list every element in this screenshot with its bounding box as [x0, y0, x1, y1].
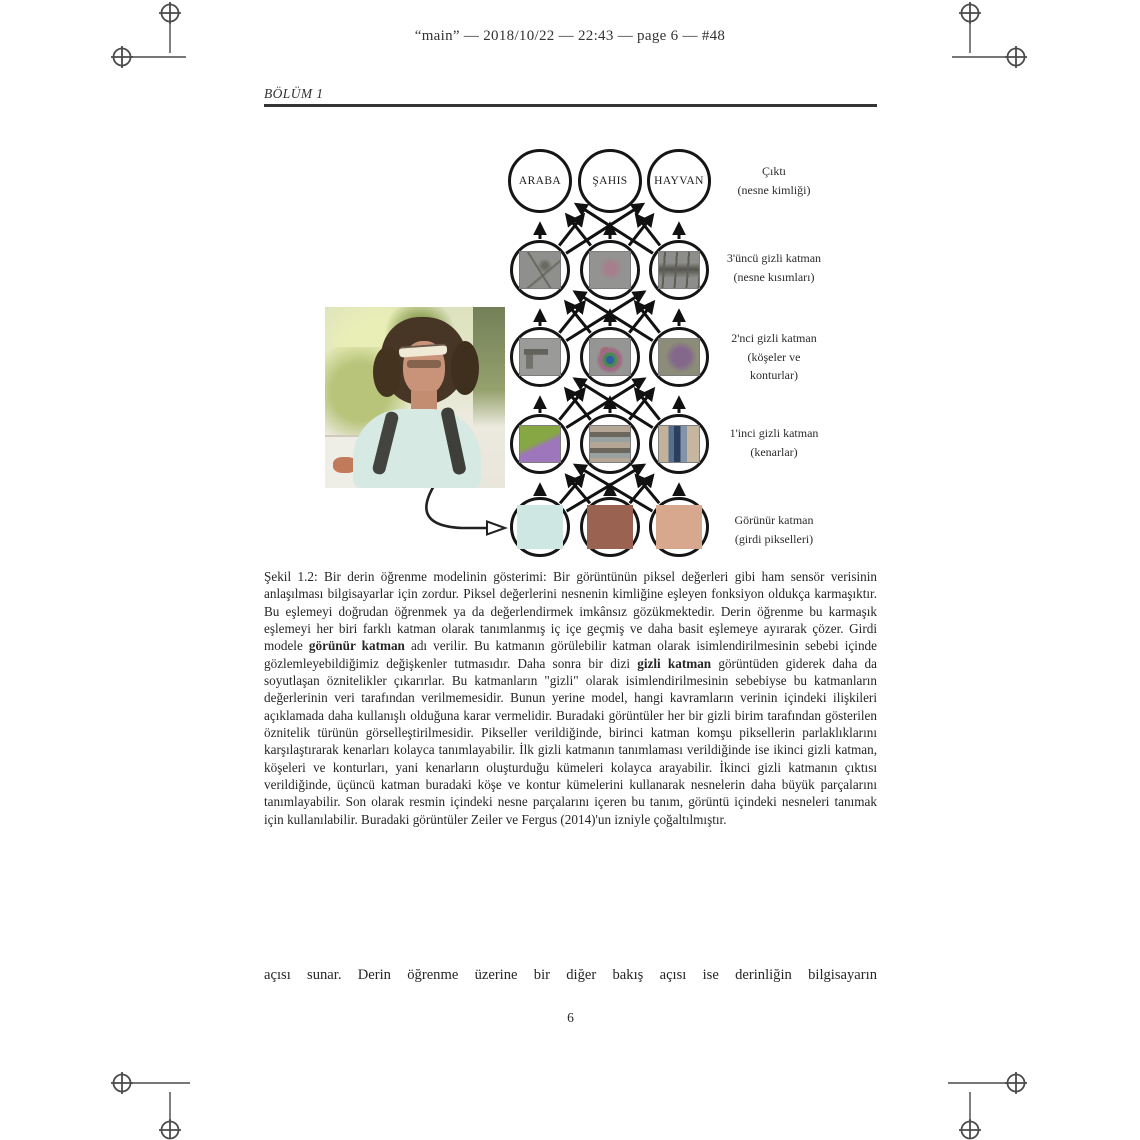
visible-node-1 — [510, 497, 570, 557]
connection-arrow — [566, 302, 591, 333]
layer-label-hidden1: 1'inci gizli katman (kenarlar) — [729, 426, 819, 459]
edge-thumbnail — [519, 425, 561, 463]
caption-text-run: adı verilir. Bu katmanın görülebilir katman olarak isimlendirilmesinin sebebi içinde gözlemleyebildiğimiz değişkenler tutmasıdır. Daha sonra bir dizi — [264, 638, 877, 671]
caption-text-run: Şekil 1.2: Bir derin öğrenme modelinin gösterimi: Bir görüntünün piksel değerleri gibi ham sensör verisinin anlaşılması bilgisayarlar için zordur. Piksel değerlerini nesnenin kimliğine eşleyen fonksiyon oldukça karmaşıktır. Bu eşlemeyi doğrudan öğrenmek ya da değerlendirmek imkânsız gözükmektedir. Derin öğrenme bu karmaşık eşlemeyi her biri farklı katman olarak tanımlanmış iç içe geçmiş ve daha basit eşlemeye ayırarak çözer. Girdi modele — [264, 569, 877, 654]
hidden3-node-2 — [580, 240, 640, 300]
hidden3-node-1 — [510, 240, 570, 300]
layer-label-visible: Görünür katman (girdi pikselleri) — [734, 513, 814, 546]
input-pixels-swatch — [517, 505, 563, 549]
photo-hair — [373, 347, 401, 397]
output-node-araba — [508, 149, 572, 213]
photo-sunglasses — [407, 360, 441, 368]
figure-caption — [264, 568, 877, 828]
corner-contour-thumbnail — [519, 338, 561, 376]
body-paragraph: açısı sunar. Derin öğrenme üzerine bir diğer bakış açısı ise derinliğin bilgisayarın — [264, 967, 877, 983]
output-node-label: HAYVAN — [654, 175, 704, 187]
object-part-thumbnail — [519, 251, 561, 289]
output-node-label: ŞAHIS — [592, 175, 628, 187]
layer-label-output: Çıktı (nesne kimliği) — [737, 164, 811, 197]
layer-label-hidden3: 3'üncü gizli katman (nesne kısımları) — [726, 251, 822, 284]
hidden1-node-2 — [580, 414, 640, 474]
connection-arrow — [566, 389, 591, 420]
photo-to-input-arrow — [426, 481, 486, 528]
hidden2-node-1 — [510, 327, 570, 387]
open-arrowhead-icon — [487, 522, 505, 535]
page-number: 6 — [567, 1010, 574, 1025]
running-header: “main” — 2018/10/22 — 22:43 — page 6 — #48 — [414, 28, 726, 44]
photo-hair — [451, 341, 479, 395]
visible-node-2 — [580, 497, 640, 557]
caption-text-run: görüntüden giderek daha da soyutlaşan öznitelikler çıkarırlar. Bu katmanların "gizli" olarak isimlendirilmesinin sebebiyse bu katmanların değerlerinin veri tarafından verilmemesidir. Bunun yerine model, hangi kavramların verinin içindeki ilişkileri açıklamada daha kullanışlı olduğuna karar vermelidir. Buradaki görüntüler her bir gizli birim tarafından gösterilen öznitelik türünün görselleştirilmesidir. Pikseller verildiğinde, birinci katman komşu piksellerin parlaklıklarını karşılaştırarak kenarları kolayca tanımlayabilir. İlk gizli katmanın tanımlaması verildiğinde ise ikinci gizli katman, köşeleri ve konturları, yani kenarların oluşturduğu kümeleri kolayca arayabilir. İkinci gizli katmanın çıktısı verildiğinde, üçüncü katman buradaki köşe ve kontur kümelerini kullanarak nesnelerin daha büyük parçalarını tanımlayabilir. Son olarak resmin içindeki nesne parçalarını içeren bu tanım, görüntü içindeki nesneleri tanımak için kullanılabilir. Buradaki görüntüler Zeiler ve Fergus (2014)'un izniyle çoğaltılmıştır. — [264, 655, 878, 827]
hidden2-node-2 — [580, 327, 640, 387]
object-part-thumbnail — [589, 251, 631, 289]
output-node-label: ARABA — [518, 175, 562, 187]
caption-bold-term: gizli katman — [637, 655, 712, 671]
connection-arrow — [559, 302, 584, 333]
input-pixels-swatch — [587, 505, 633, 549]
input-photo-woman — [325, 307, 505, 488]
connection-arrow — [636, 302, 660, 333]
layer-label-hidden2: 2'nci gizli katman (köşeler ve konturlar) — [731, 331, 817, 382]
connection-arrow — [636, 389, 660, 420]
hidden1-node-1 — [510, 414, 570, 474]
edge-thumbnail — [589, 425, 631, 463]
connection-arrow — [559, 389, 584, 420]
corner-contour-thumbnail — [589, 338, 631, 376]
caption-bold-term: görünür katman — [308, 638, 405, 654]
output-node-sahis — [578, 149, 642, 213]
chapter-header: BÖLÜM 1 — [264, 86, 324, 101]
